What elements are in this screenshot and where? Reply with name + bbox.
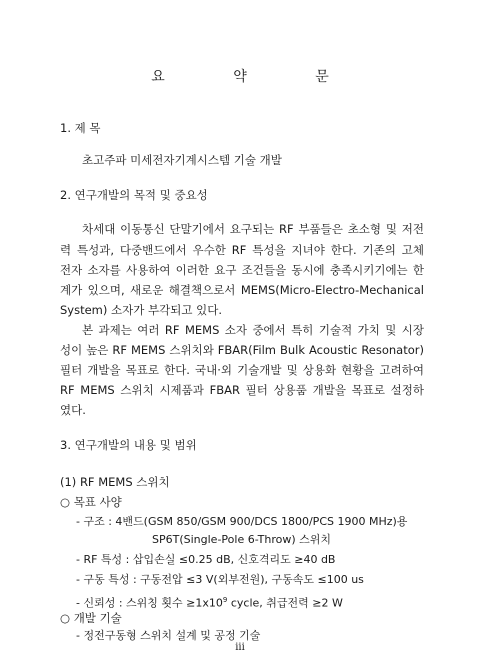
para1-line-3: 전자 소자를 사용하여 이러한 요구 조건들을 동시에 충족시키기에는 한 xyxy=(60,263,424,277)
target-spec-bullet: ○ 목표 사양 xyxy=(60,495,122,509)
reliability-exponent: 9 xyxy=(222,596,228,604)
section-3-heading: 3. 연구개발의 내용 및 범위 xyxy=(60,438,197,452)
section-1-heading: 1. 제 목 xyxy=(60,121,101,135)
spec-drive: - 구동 특성 : 구동전압 ≤3 V(외부전원), 구동속도 ≤100 us xyxy=(76,573,364,586)
spec-structure-cont: SP6T(Single-Pole 6-Throw) 스위치 xyxy=(152,533,332,546)
para2-line-2: 성이 높은 RF MEMS 스위치와 FBAR(Film Bulk Acoustic Resonator) xyxy=(60,343,424,357)
para1-line-1: 차세대 이동통신 단말기에서 요구되는 RF 부품들은 초소형 및 저전 xyxy=(82,222,424,236)
para1-line-4: 계가 있으며, 새로운 해결책으로서 MEMS(Micro-Electro-Mechanical xyxy=(60,283,424,297)
para2-line-4: RF MEMS 스위치 시제품과 FBAR 필터 상용품 개발을 목표로 설정하 xyxy=(60,383,424,397)
spec-rf: - RF 특성 : 삽입손실 ≤0.25 dB, 신호격리도 ≥40 dB xyxy=(76,553,336,566)
page-title: 요 약 문 xyxy=(151,69,361,85)
spec-structure: - 구조 : 4밴드(GSM 850/GSM 900/DCS 1800/PCS 1900 MHz)용 xyxy=(76,515,408,528)
reliability-suffix: cycle, 취급전력 ≥2 W xyxy=(227,596,343,610)
spec-reliability xyxy=(76,593,343,611)
para2-line-5: 였다. xyxy=(60,403,86,417)
para1-line-2: 력 특성과, 다중밴드에서 우수한 RF 특성을 지녀야 한다. 기존의 고체 xyxy=(60,243,424,257)
subsection-rf-mems-switch: (1) RF MEMS 스위치 xyxy=(60,475,170,489)
reliability-prefix: - 신뢰성 : 스위칭 횟수 ≥1x10 xyxy=(76,596,223,610)
para2-line-1: 본 과제는 여러 RF MEMS 소자 중에서 특히 기술적 가치 및 시장 xyxy=(82,323,424,337)
section-2-heading: 2. 연구개발의 목적 및 중요성 xyxy=(60,188,208,202)
para2-line-3: 필터 개발을 목표로 한다. 국내·외 기술개발 및 상용화 현황을 고려하여 xyxy=(60,363,424,377)
para1-line-5: System) 소자가 부각되고 있다. xyxy=(60,303,222,317)
dev-tech-bullet: ○ 개발 기술 xyxy=(60,611,122,625)
dev-tech-line: - 정전구동형 스위치 설계 및 공정 기술 xyxy=(76,629,261,642)
section-1-body: 초고주파 미세전자기계시스템 기술 개발 xyxy=(82,153,282,167)
page-number: iii xyxy=(235,642,245,653)
